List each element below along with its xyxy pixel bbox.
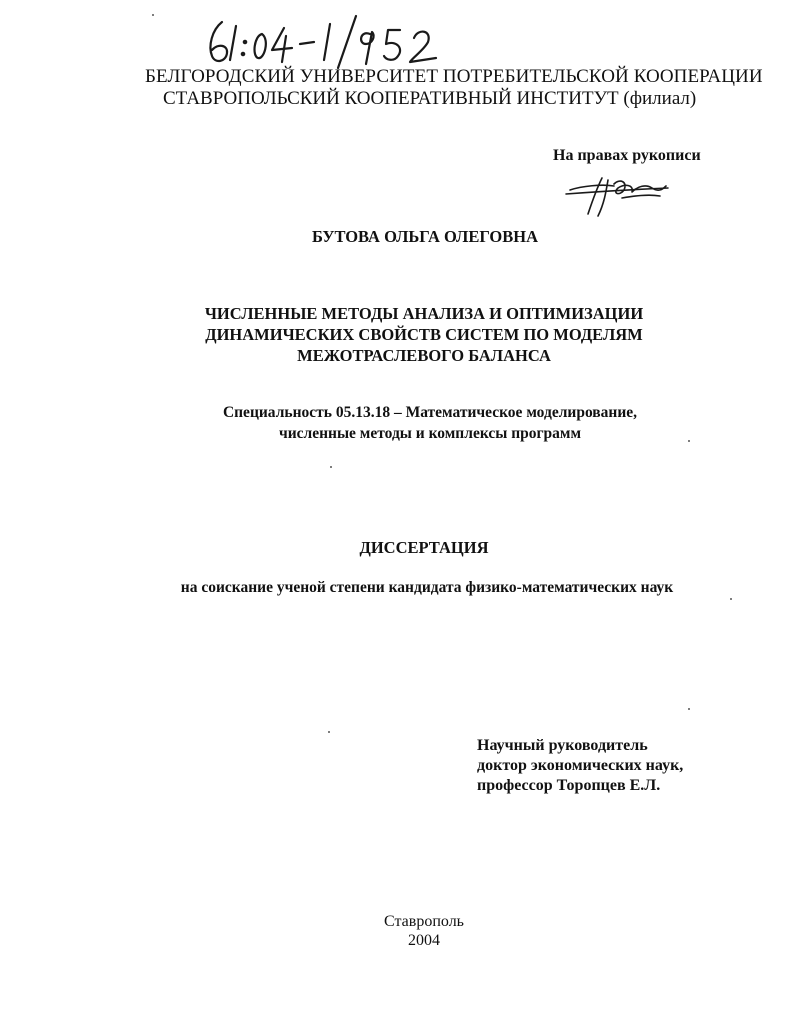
institution-name-line2: СТАВРОПОЛЬСКИЙ КООПЕРАТИВНЫЙ ИНСТИТУТ (филиал): [163, 88, 697, 109]
scan-speck: [152, 14, 154, 16]
supervisor-block: [477, 736, 683, 796]
dissertation-title-line2: ДИНАМИЧЕСКИХ СВОЙСТВ СИСТЕМ ПО МОДЕЛЯМ: [205, 325, 643, 344]
specialty-block: [0, 402, 791, 444]
dissertation-title-line3: МЕЖОТРАСЛЕВОГО БАЛАНСА: [297, 346, 551, 365]
institution-name-line1: БЕЛГОРОДСКИЙ УНИВЕРСИТЕТ ПОТРЕБИТЕЛЬСКОЙ КООПЕРАЦИИ: [145, 66, 763, 87]
city-label: Ставрополь: [384, 913, 464, 930]
supervisor-line2: доктор экономических наук,: [477, 757, 684, 774]
dissertation-title: [0, 303, 791, 366]
supervisor-line1: Научный руководитель: [477, 737, 648, 754]
author-name: БУТОВА ОЛЬГА ОЛЕГОВНА: [312, 227, 539, 246]
scan-speck: [688, 708, 690, 710]
scan-speck: [730, 598, 732, 600]
scan-speck: [328, 731, 330, 733]
scan-speck: [688, 440, 690, 442]
year-label: 2004: [408, 932, 440, 949]
degree-statement: на соискание ученой степени кандидата физико-математических наук: [180, 579, 674, 596]
scan-speck: [330, 466, 332, 468]
supervisor-line3: профессор Торопцев Е.Л.: [477, 777, 661, 794]
author-signature: [562, 170, 672, 218]
dissertation-title-line1: ЧИСЛЕННЫЕ МЕТОДЫ АНАЛИЗА И ОПТИМИЗАЦИИ: [204, 304, 644, 323]
specialty-line2: численные методы и комплексы программ: [278, 425, 582, 442]
document-type-heading: ДИССЕРТАЦИЯ: [359, 538, 489, 557]
manuscript-rights-label: На правах рукописи: [553, 147, 701, 164]
specialty-line1: Специальность 05.13.18 – Математическое моделирование,: [222, 404, 638, 421]
archive-mark-handwritten: [200, 12, 460, 72]
